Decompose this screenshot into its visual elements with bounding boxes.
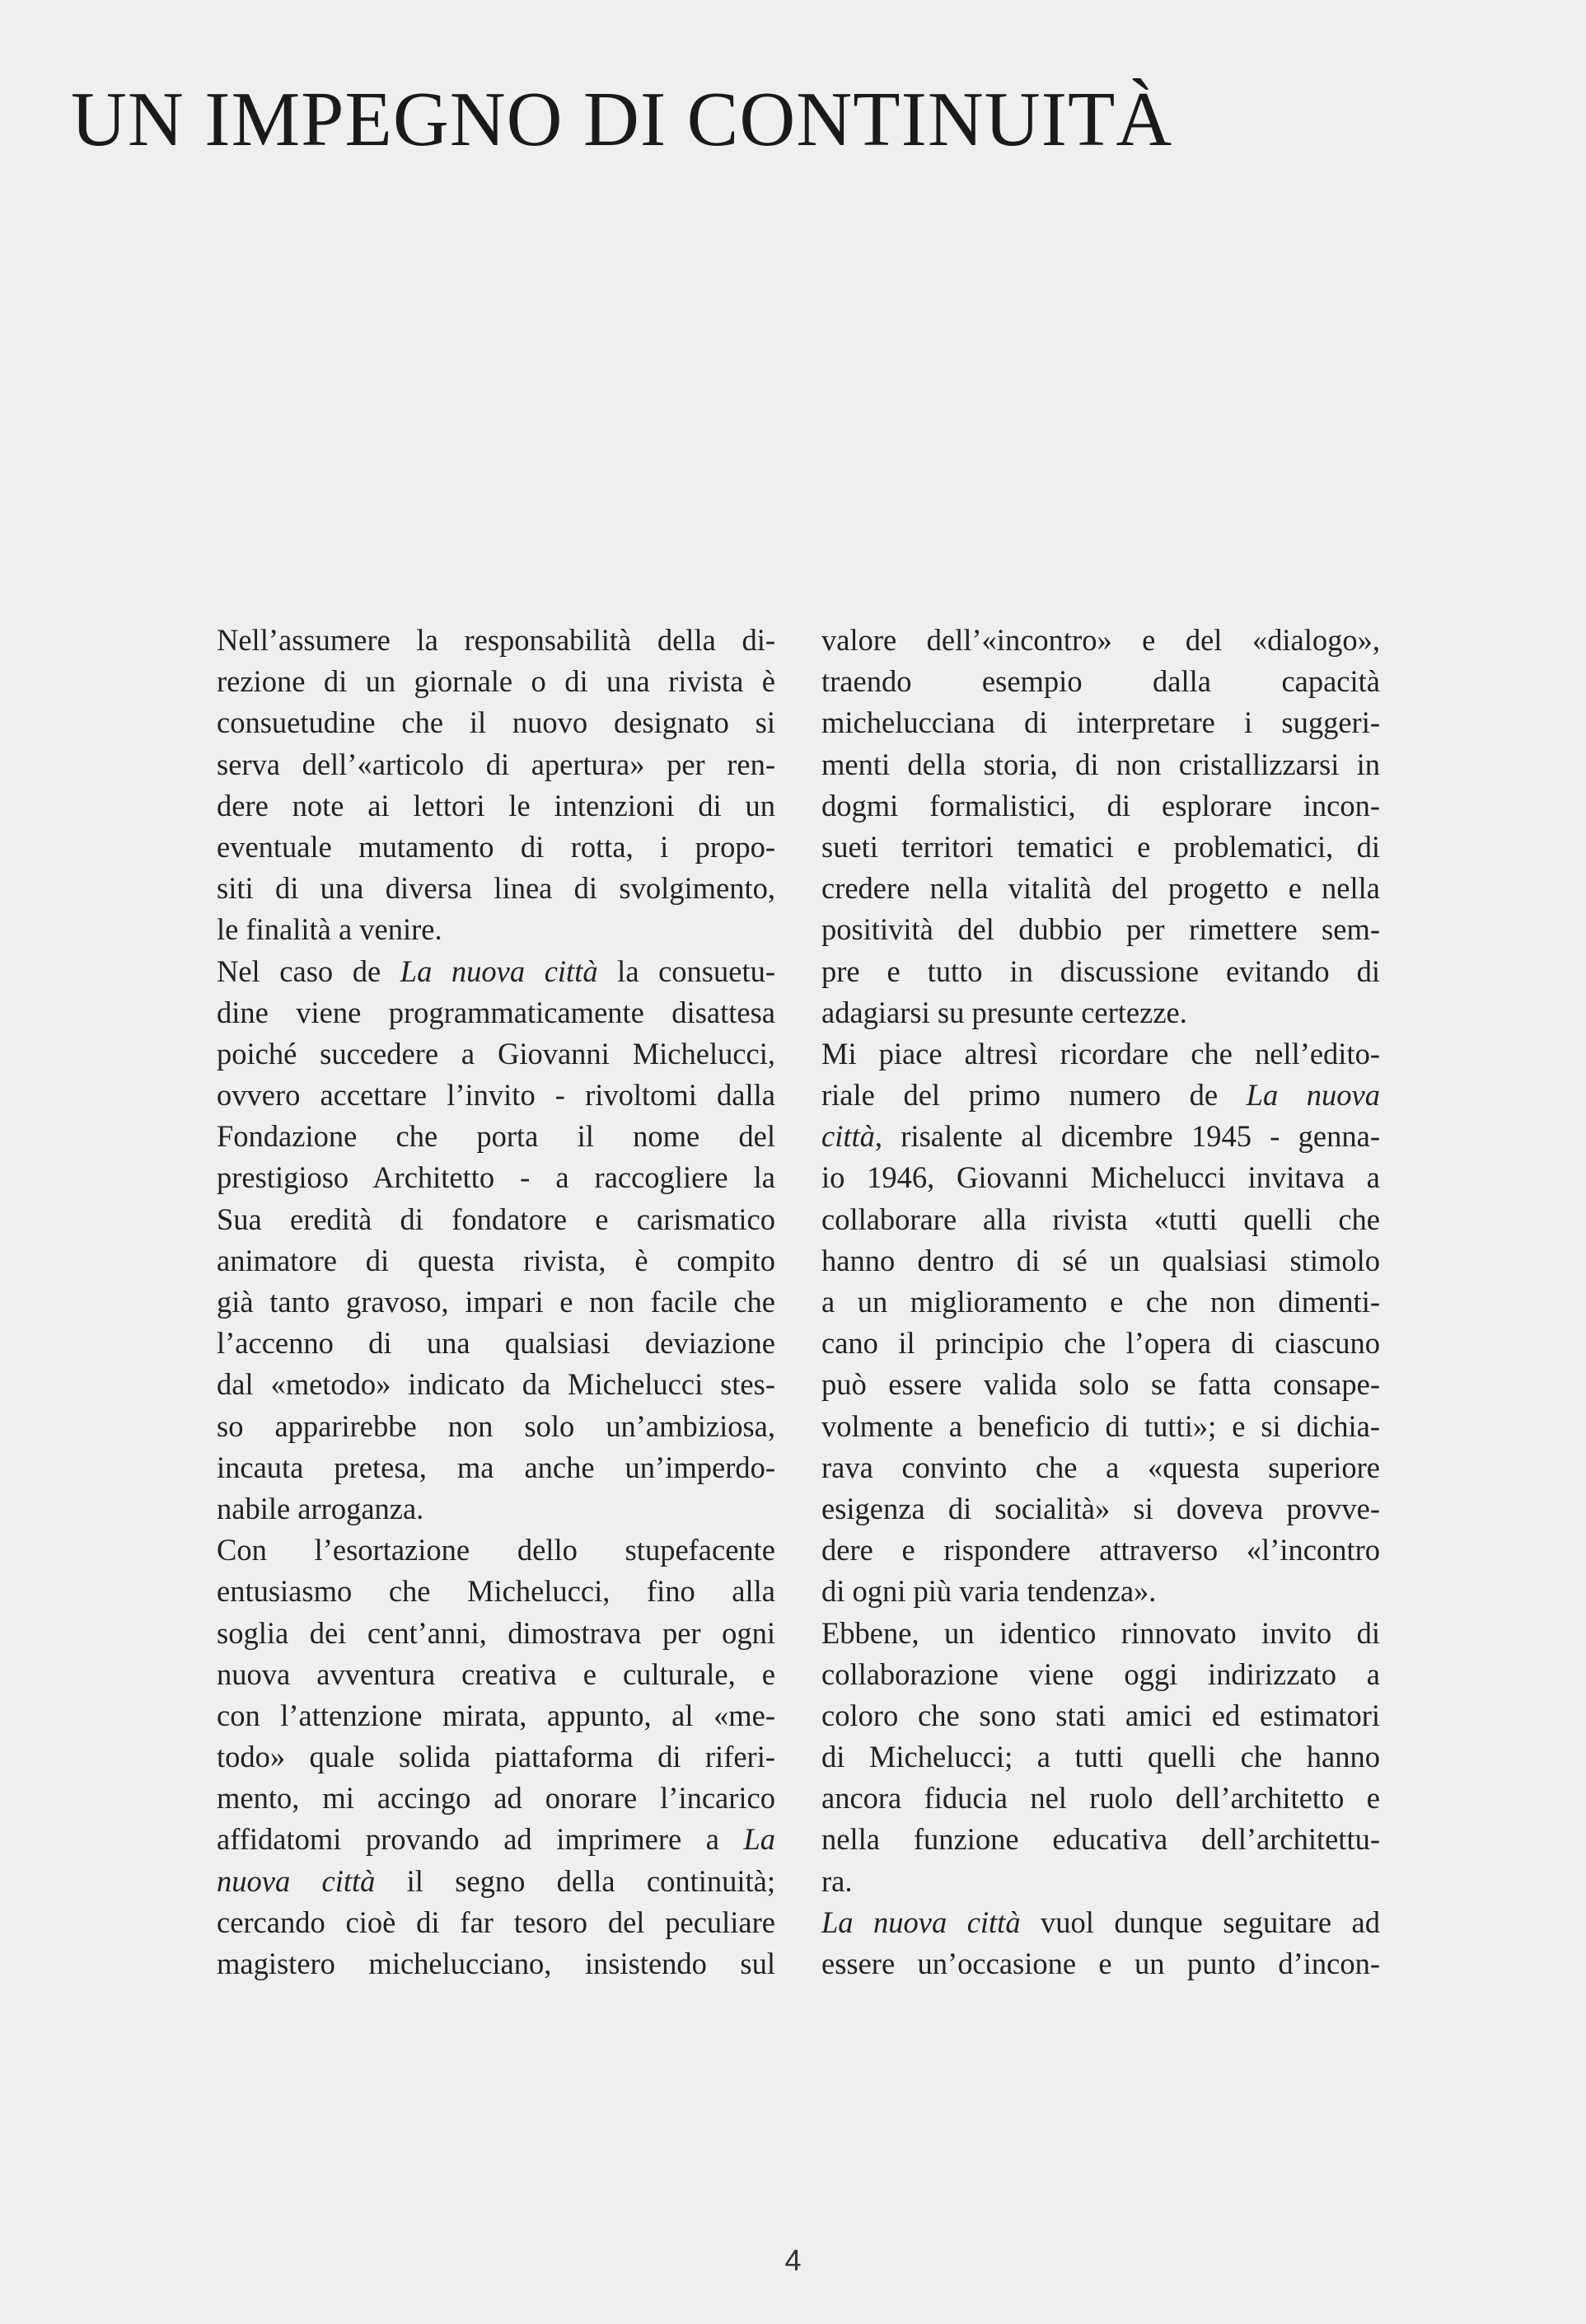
text-line xyxy=(821,1033,1380,1075)
text-line xyxy=(217,1240,775,1281)
text-line xyxy=(821,1943,1380,1984)
text-segment: il segno della continuità; xyxy=(375,1863,775,1898)
text-segment: coloro che sono stati amici ed estimatori xyxy=(821,1698,1380,1732)
text-line xyxy=(821,1571,1380,1612)
text-segment: cano il principio che l’opera di ciascuno xyxy=(821,1326,1380,1361)
text-segment: Nell’assumere la responsabilità della di- xyxy=(217,623,775,657)
text-line xyxy=(821,1364,1380,1405)
text-segment: collaborazione viene oggi indirizzato a xyxy=(821,1656,1380,1691)
text-segment: collaborare alla rivista «tutti quelli che xyxy=(821,1202,1380,1236)
page-number: 4 xyxy=(784,2243,802,2277)
italic-title-segment: La nuova città xyxy=(400,953,598,988)
text-segment: dal «metodo» indicato da Michelucci stes- xyxy=(217,1367,775,1402)
text-segment: a un miglioramento e che non dimenti- xyxy=(821,1285,1380,1319)
text-line xyxy=(217,1364,775,1405)
text-line xyxy=(821,1199,1380,1240)
text-segment: so apparirebbe non solo un’ambiziosa, xyxy=(217,1408,775,1443)
text-segment: nabile arroganza. xyxy=(217,1491,424,1525)
text-segment: incauta pretesa, ma anche un’imperdo- xyxy=(217,1450,775,1484)
text-line xyxy=(217,951,775,992)
text-line xyxy=(821,1778,1380,1819)
text-segment: traendo esempio dalla capacità xyxy=(821,664,1380,699)
text-segment: di Michelucci; a tutti quelli che hanno xyxy=(821,1740,1380,1774)
text-segment: già tanto gravoso, impari e non facile che xyxy=(217,1285,775,1319)
text-segment: positività del dubbio per rimettere sem- xyxy=(821,912,1380,947)
text-line xyxy=(217,1861,775,1902)
text-line xyxy=(821,620,1380,661)
text-line xyxy=(821,1488,1380,1530)
text-segment: prestigioso Architetto - a raccogliere la xyxy=(217,1160,775,1195)
text-segment: eventuale mutamento di rotta, i propo- xyxy=(217,829,775,864)
text-line xyxy=(217,1323,775,1364)
text-line xyxy=(217,661,775,702)
text-line xyxy=(217,1199,775,1240)
text-line xyxy=(217,1654,775,1695)
text-segment: , risalente al dicembre 1945 - genna- xyxy=(874,1119,1380,1154)
text-segment: Con l’esortazione dello stupefacente xyxy=(217,1533,775,1567)
italic-title-segment: città xyxy=(821,1119,875,1154)
text-segment: dere note ai lettori le intenzioni di un xyxy=(217,788,775,822)
text-segment: dere e rispondere attraverso «l’incontro xyxy=(821,1533,1380,1567)
text-segment: magistero michelucciano, insistendo sul xyxy=(217,1947,775,1980)
text-segment: esigenza di socialità» si doveva provve- xyxy=(821,1491,1380,1525)
text-line xyxy=(217,1406,775,1447)
text-line xyxy=(821,744,1380,785)
text-line xyxy=(217,992,775,1033)
text-line xyxy=(821,1281,1380,1323)
text-line xyxy=(217,1736,775,1778)
text-segment: dine viene programmaticamente disattesa xyxy=(217,995,775,1029)
text-segment: entusiasmo che Michelucci, fino alla xyxy=(217,1574,775,1609)
text-segment: consuetudine che il nuovo designato si xyxy=(217,705,775,740)
text-segment: vuol dunque seguitare ad xyxy=(1020,1905,1380,1939)
text-line xyxy=(821,1654,1380,1695)
text-line xyxy=(217,702,775,743)
text-line xyxy=(821,992,1380,1033)
text-segment: l’accenno di una qualsiasi deviazione xyxy=(217,1326,775,1361)
text-line xyxy=(217,1695,775,1736)
text-line xyxy=(217,1530,775,1571)
text-line xyxy=(821,1819,1380,1860)
text-segment: hanno dentro di sé un qualsiasi stimolo xyxy=(821,1243,1380,1277)
text-line xyxy=(217,1075,775,1116)
text-line xyxy=(821,1447,1380,1488)
text-line xyxy=(217,1819,775,1860)
text-segment: sueti territori tematici e problematici, di xyxy=(821,829,1380,864)
text-line xyxy=(821,1323,1380,1364)
text-line xyxy=(821,951,1380,992)
text-segment: rava convinto che a «questa superiore xyxy=(821,1450,1380,1484)
text-line xyxy=(821,1902,1380,1943)
text-line xyxy=(821,1116,1380,1157)
text-segment: di ogni più varia tendenza». xyxy=(821,1574,1157,1609)
text-segment: pre e tutto in discussione evitando di xyxy=(821,953,1380,988)
text-line xyxy=(821,868,1380,909)
page-title: UN IMPEGNO DI CONTINUITÀ xyxy=(71,77,1173,162)
text-segment: valore dell’«incontro» e del «dialogo», xyxy=(821,623,1380,657)
text-line xyxy=(217,1778,775,1819)
italic-title-segment: La xyxy=(743,1822,775,1857)
text-segment: todo» quale solida piattaforma di riferi- xyxy=(217,1740,775,1774)
text-line xyxy=(821,661,1380,702)
text-segment: Nel caso de xyxy=(217,953,400,988)
text-segment: rezione di un giornale o di una rivista è xyxy=(217,664,775,699)
text-line xyxy=(821,1406,1380,1447)
text-segment: serva dell’«articolo di apertura» per ren- xyxy=(217,747,775,781)
text-line xyxy=(217,868,775,909)
text-segment: Ebbene, un identico rinnovato invito di xyxy=(821,1615,1380,1650)
text-line xyxy=(217,1943,775,1984)
text-line xyxy=(217,1902,775,1943)
text-line xyxy=(821,1695,1380,1736)
text-segment: riale del primo numero de xyxy=(821,1078,1247,1113)
text-segment: mento, mi accingo ad onorare l’incarico xyxy=(217,1781,775,1816)
text-segment: poiché succedere a Giovanni Michelucci, xyxy=(217,1036,775,1071)
text-line xyxy=(821,702,1380,743)
text-line xyxy=(821,1613,1380,1654)
text-line xyxy=(821,1530,1380,1571)
text-line xyxy=(821,1157,1380,1198)
text-line xyxy=(821,1861,1380,1902)
text-column-right xyxy=(821,620,1380,1984)
text-line xyxy=(217,1447,775,1488)
italic-title-segment: nuova città xyxy=(217,1863,376,1898)
text-segment: menti della storia, di non cristallizzarsi in xyxy=(821,747,1380,781)
text-line xyxy=(217,1157,775,1198)
text-line xyxy=(217,1488,775,1530)
text-segment: Sua eredità di fondatore e carismatico xyxy=(217,1202,775,1236)
text-segment: Fondazione che porta il nome del xyxy=(217,1119,775,1154)
text-segment: nuova avventura creativa e culturale, e xyxy=(217,1656,775,1691)
text-line xyxy=(821,1736,1380,1778)
text-segment: ancora fiducia nel ruolo dell’architetto e xyxy=(821,1781,1380,1816)
text-segment: ovvero accettare l’invito - rivoltomi dalla xyxy=(217,1078,775,1113)
text-segment: animatore di questa rivista, è compito xyxy=(217,1243,775,1277)
text-line xyxy=(821,1240,1380,1281)
text-line xyxy=(217,1116,775,1157)
text-line xyxy=(821,827,1380,868)
text-segment: michelucciana di interpretare i suggeri- xyxy=(821,705,1380,740)
italic-title-segment: La nuova città xyxy=(821,1905,1021,1939)
text-segment: soglia dei cent’anni, dimostrava per ogni xyxy=(217,1615,775,1650)
text-line xyxy=(217,1033,775,1075)
text-line xyxy=(217,909,775,950)
text-segment: siti di una diversa linea di svolgimento, xyxy=(217,871,775,906)
italic-title-segment: La nuova xyxy=(1246,1078,1381,1113)
text-line xyxy=(821,909,1380,950)
text-segment: credere nella vitalità del progetto e nella xyxy=(821,871,1380,906)
text-segment: ra. xyxy=(821,1863,853,1898)
text-segment: io 1946, Giovanni Michelucci invitava a xyxy=(821,1160,1380,1195)
text-segment: affidatomi provando ad imprimere a xyxy=(217,1822,744,1857)
text-line xyxy=(821,1075,1380,1116)
text-line xyxy=(217,1281,775,1323)
text-segment: adagiarsi su presunte certezze. xyxy=(821,995,1187,1029)
text-segment: essere un’occasione e un punto d’incon- xyxy=(821,1947,1380,1980)
text-line xyxy=(217,1571,775,1612)
text-segment: cercando cioè di far tesoro del peculiare xyxy=(217,1905,775,1939)
text-segment: dogmi formalistici, di esplorare incon- xyxy=(821,788,1380,822)
text-segment: la consuetu- xyxy=(597,953,776,988)
text-line xyxy=(217,785,775,827)
text-segment: Mi piace altresì ricordare che nell’edito- xyxy=(821,1036,1380,1071)
text-line xyxy=(217,744,775,785)
text-segment: le finalità a venire. xyxy=(217,912,442,947)
text-segment: volmente a beneficio di tutti»; e si dichia- xyxy=(821,1408,1380,1443)
text-segment: può essere valida solo se fatta consape- xyxy=(821,1367,1380,1402)
text-segment: con l’attenzione mirata, appunto, al «me- xyxy=(217,1698,775,1732)
text-line xyxy=(821,785,1380,827)
text-column-left xyxy=(217,620,775,1984)
text-line xyxy=(217,1613,775,1654)
text-line xyxy=(217,827,775,868)
text-line xyxy=(217,620,775,661)
text-segment: nella funzione educativa dell’architettu- xyxy=(821,1822,1380,1857)
